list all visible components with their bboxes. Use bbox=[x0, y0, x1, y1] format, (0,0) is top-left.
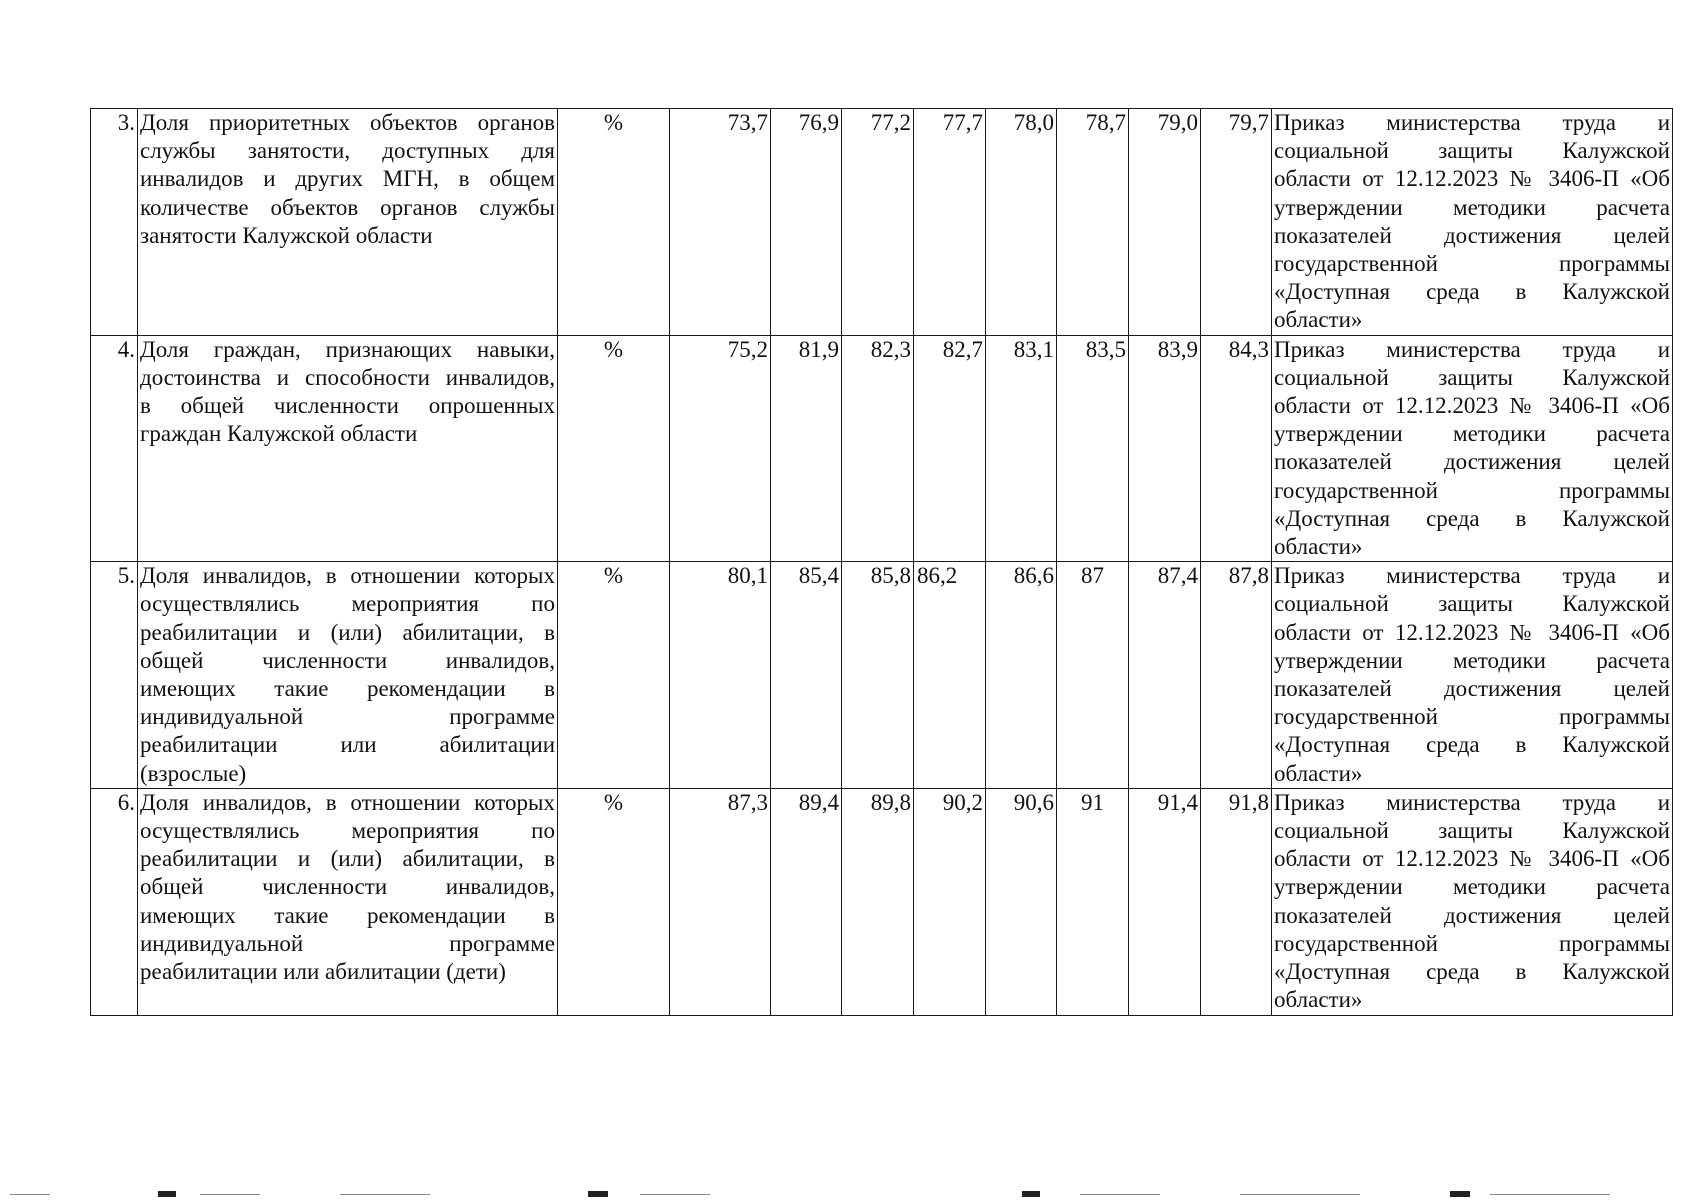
indicator-name-line: в общей численности опрошенных bbox=[140, 393, 555, 419]
source-document-line: области от 12.12.2023 № 3406-П «Об bbox=[1274, 846, 1670, 872]
source-document-line: государственной программы bbox=[1274, 930, 1670, 956]
indicator-name bbox=[138, 109, 558, 336]
value-cell-year-6: 83,5 bbox=[1057, 335, 1129, 562]
unit-cell: % bbox=[558, 788, 670, 1015]
indicator-name-line: имеющих такие рекомендации в bbox=[140, 902, 555, 928]
unit-cell: % bbox=[558, 335, 670, 562]
value-cell-year-5: 83,1 bbox=[986, 335, 1057, 562]
indicator-name-line: общей численности инвалидов, bbox=[140, 874, 555, 900]
source-document-line: социальной защиты Калужской bbox=[1274, 364, 1670, 390]
unit-cell: % bbox=[558, 562, 670, 789]
value-cell-year-7: 91,4 bbox=[1129, 788, 1201, 1015]
source-document-line: «Доступная среда в Калужской bbox=[1274, 959, 1670, 985]
indicator-name-line: имеющих такие рекомендации в bbox=[140, 676, 555, 702]
indicator-name-line: Доля граждан, признающих навыки, bbox=[140, 336, 555, 362]
source-document-line: области от 12.12.2023 № 3406-П «Об bbox=[1274, 393, 1670, 419]
value-cell-year-4: 86,2 bbox=[914, 562, 986, 789]
indicator-name-line: достоинства и способности инвалидов, bbox=[140, 364, 555, 390]
source-document-line: социальной защиты Калужской bbox=[1274, 591, 1670, 617]
value-cell-year-5: 90,6 bbox=[986, 788, 1057, 1015]
scan-artifacts bbox=[0, 1188, 1697, 1200]
value-cell-year-1: 73,7 bbox=[670, 109, 771, 336]
source-document-line: социальной защиты Калужской bbox=[1274, 138, 1670, 164]
value-cell-year-5: 78,0 bbox=[986, 109, 1057, 336]
source-document-line: показателей достижения целей bbox=[1274, 902, 1670, 928]
table-row bbox=[91, 562, 1673, 789]
source-document-line: показателей достижения целей bbox=[1274, 449, 1670, 475]
indicator-name-line: реабилитации и (или) абилитации, в bbox=[140, 846, 555, 872]
source-document-line: «Доступная среда в Калужской bbox=[1274, 505, 1670, 531]
indicator-name-line: Доля инвалидов, в отношении которых bbox=[140, 789, 555, 815]
indicator-name-line: службы занятости, доступных для bbox=[140, 138, 555, 164]
row-number: 6. bbox=[91, 788, 138, 1015]
table-row bbox=[91, 788, 1673, 1015]
value-cell-year-7: 79,0 bbox=[1129, 109, 1201, 336]
value-cell-year-6: 87 bbox=[1057, 562, 1129, 789]
source-document-line: Приказ министерства труда и bbox=[1274, 110, 1670, 135]
source-document-line: государственной программы bbox=[1274, 704, 1670, 730]
source-document-line: показателей достижения целей bbox=[1274, 222, 1670, 248]
indicator-name-line: Доля приоритетных объектов органов bbox=[140, 110, 555, 135]
source-document-line: области» bbox=[1274, 307, 1363, 333]
indicator-name-line: осуществлялись мероприятия по bbox=[140, 591, 555, 617]
indicators-table bbox=[90, 108, 1673, 1016]
value-cell-year-4: 82,7 bbox=[914, 335, 986, 562]
source-document-line: области» bbox=[1274, 760, 1363, 786]
indicator-name-line: Доля инвалидов, в отношении которых bbox=[140, 563, 555, 589]
source-document-line: области» bbox=[1274, 534, 1363, 560]
value-cell-year-3: 82,3 bbox=[842, 335, 914, 562]
value-cell-year-5: 86,6 bbox=[986, 562, 1057, 789]
source-document-line: государственной программы bbox=[1274, 251, 1670, 277]
indicator-name-line: (взрослые) bbox=[140, 760, 247, 786]
row-number: 3. bbox=[91, 109, 138, 336]
indicator-name-line: общей численности инвалидов, bbox=[140, 647, 555, 673]
indicator-name-line: реабилитации или абилитации bbox=[140, 732, 555, 758]
indicator-name-line: реабилитации и (или) абилитации, в bbox=[140, 619, 555, 645]
value-cell-year-8: 87,8 bbox=[1201, 562, 1272, 789]
value-cell-year-1: 87,3 bbox=[670, 788, 771, 1015]
indicator-name-line: осуществлялись мероприятия по bbox=[140, 818, 555, 844]
row-number: 4. bbox=[91, 335, 138, 562]
source-document-line: утверждении методики расчета bbox=[1274, 421, 1670, 447]
indicator-name-line: реабилитации или абилитации (дети) bbox=[140, 959, 506, 985]
source-document-line: области от 12.12.2023 № 3406-П «Об bbox=[1274, 166, 1670, 192]
source-document bbox=[1272, 335, 1673, 562]
row-number: 5. bbox=[91, 562, 138, 789]
source-document-line: утверждении методики расчета bbox=[1274, 874, 1670, 900]
indicator-name-line: индивидуальной программе bbox=[140, 930, 555, 956]
value-cell-year-4: 90,2 bbox=[914, 788, 986, 1015]
indicator-name-line: индивидуальной программе bbox=[140, 704, 555, 730]
value-cell-year-1: 80,1 bbox=[670, 562, 771, 789]
indicator-name-line: занятости Калужской области bbox=[140, 222, 433, 248]
source-document-line: «Доступная среда в Калужской bbox=[1274, 732, 1670, 758]
source-document bbox=[1272, 788, 1673, 1015]
value-cell-year-6: 91 bbox=[1057, 788, 1129, 1015]
value-cell-year-6: 78,7 bbox=[1057, 109, 1129, 336]
source-document-line: области от 12.12.2023 № 3406-П «Об bbox=[1274, 619, 1670, 645]
value-cell-year-1: 75,2 bbox=[670, 335, 771, 562]
indicator-name bbox=[138, 788, 558, 1015]
source-document-line: Приказ министерства труда и bbox=[1274, 563, 1670, 589]
value-cell-year-2: 85,4 bbox=[771, 562, 842, 789]
value-cell-year-8: 84,3 bbox=[1201, 335, 1272, 562]
table-row bbox=[91, 109, 1673, 336]
source-document-line: Приказ министерства труда и bbox=[1274, 789, 1670, 815]
value-cell-year-7: 87,4 bbox=[1129, 562, 1201, 789]
source-document-line: «Доступная среда в Калужской bbox=[1274, 279, 1670, 305]
source-document-line: области» bbox=[1274, 987, 1363, 1013]
table-body bbox=[91, 109, 1673, 1016]
value-cell-year-4: 77,7 bbox=[914, 109, 986, 336]
unit-cell: % bbox=[558, 109, 670, 336]
source-document-line: государственной программы bbox=[1274, 477, 1670, 503]
table-row bbox=[91, 335, 1673, 562]
value-cell-year-8: 79,7 bbox=[1201, 109, 1272, 336]
indicator-name-line: количестве объектов органов службы bbox=[140, 194, 555, 220]
value-cell-year-3: 77,2 bbox=[842, 109, 914, 336]
source-document bbox=[1272, 109, 1673, 336]
value-cell-year-8: 91,8 bbox=[1201, 788, 1272, 1015]
value-cell-year-2: 76,9 bbox=[771, 109, 842, 336]
value-cell-year-2: 89,4 bbox=[771, 788, 842, 1015]
source-document bbox=[1272, 562, 1673, 789]
source-document-line: Приказ министерства труда и bbox=[1274, 336, 1670, 362]
indicator-name bbox=[138, 335, 558, 562]
source-document-line: показателей достижения целей bbox=[1274, 676, 1670, 702]
value-cell-year-2: 81,9 bbox=[771, 335, 842, 562]
value-cell-year-3: 85,8 bbox=[842, 562, 914, 789]
source-document-line: утверждении методики расчета bbox=[1274, 647, 1670, 673]
value-cell-year-7: 83,9 bbox=[1129, 335, 1201, 562]
value-cell-year-3: 89,8 bbox=[842, 788, 914, 1015]
indicator-name-line: граждан Калужской области bbox=[140, 421, 418, 447]
source-document-line: социальной защиты Калужской bbox=[1274, 818, 1670, 844]
indicator-name-line: инвалидов и других МГН, в общем bbox=[140, 166, 555, 192]
indicator-name bbox=[138, 562, 558, 789]
source-document-line: утверждении методики расчета bbox=[1274, 194, 1670, 220]
